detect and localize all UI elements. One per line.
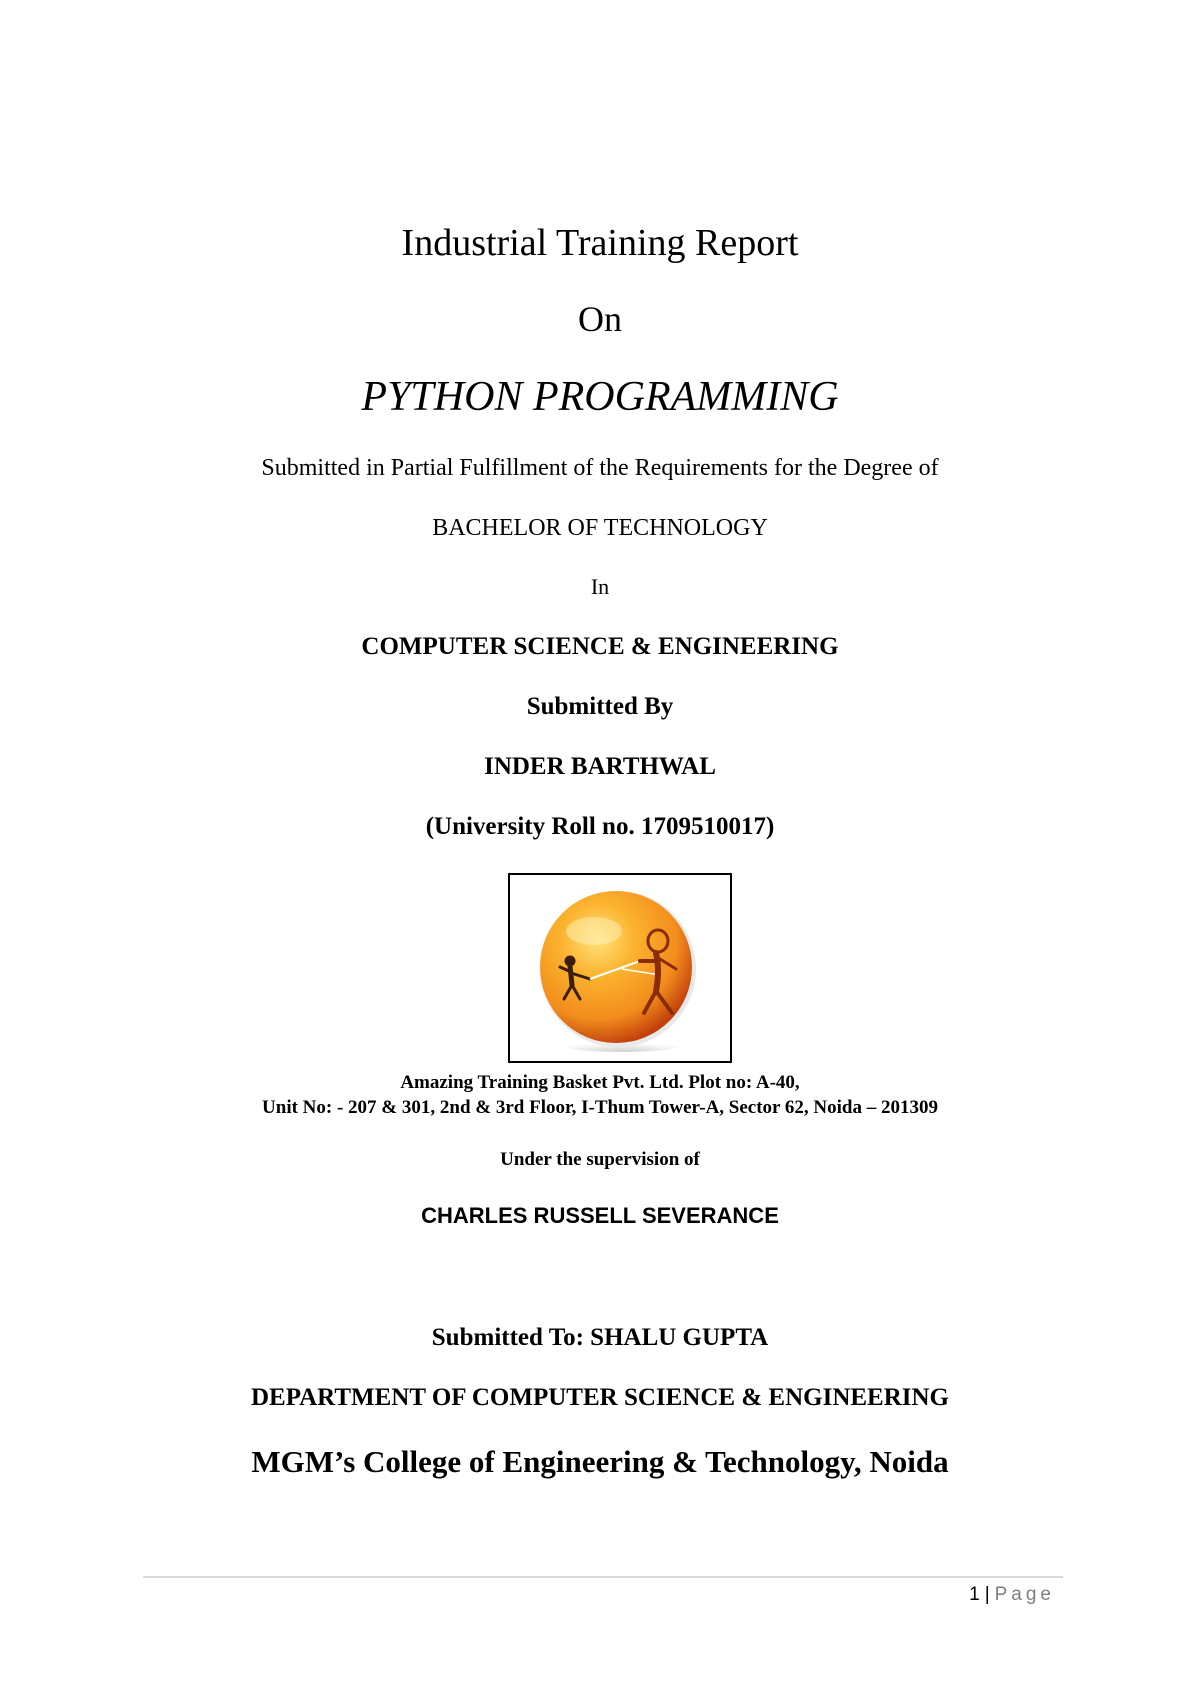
supervision-label: Under the supervision of	[500, 1149, 700, 1170]
roll-number: (University Roll no. 1709510017)	[425, 813, 775, 840]
degree-in: In	[590, 574, 610, 599]
student-name: INDER BARTHWAL	[484, 753, 716, 780]
logo-frame	[508, 873, 732, 1063]
college-name: MGM’s College of Engineering & Technology, Noida	[251, 1444, 949, 1479]
footer-divider	[143, 1576, 1063, 1578]
page-label: Page	[994, 1584, 1055, 1605]
report-title: Industrial Training Report	[401, 222, 799, 264]
supervisor-name: CHARLES RUSSELL SEVERANCE	[421, 1203, 779, 1228]
company-address: Unit No: - 207 & 301, 2nd & 3rd Floor, I-Thum Tower-A, Sector 62, Noida – 201309	[262, 1097, 938, 1118]
branch-name: COMPUTER SCIENCE & ENGINEERING	[361, 633, 839, 660]
report-on: On	[578, 299, 622, 339]
institute-emblem-icon	[510, 875, 730, 1061]
degree-name: BACHELOR OF TECHNOLOGY	[432, 515, 768, 541]
submitted-by-label: Submitted By	[526, 693, 674, 720]
page-footer	[969, 1584, 1055, 1606]
page-number: 1	[969, 1584, 980, 1605]
company-name: Amazing Training Basket Pvt. Ltd. Plot no: A-40,	[400, 1072, 800, 1093]
report-subject: PYTHON PROGRAMMING	[361, 374, 839, 420]
submission-purpose: Submitted in Partial Fulfillment of the Requirements for the Degree of	[261, 455, 939, 481]
department-name: DEPARTMENT OF COMPUTER SCIENCE & ENGINEERING	[250, 1384, 950, 1411]
submitted-to: Submitted To: SHALU GUPTA	[431, 1324, 769, 1351]
footer-separator: |	[984, 1584, 990, 1605]
